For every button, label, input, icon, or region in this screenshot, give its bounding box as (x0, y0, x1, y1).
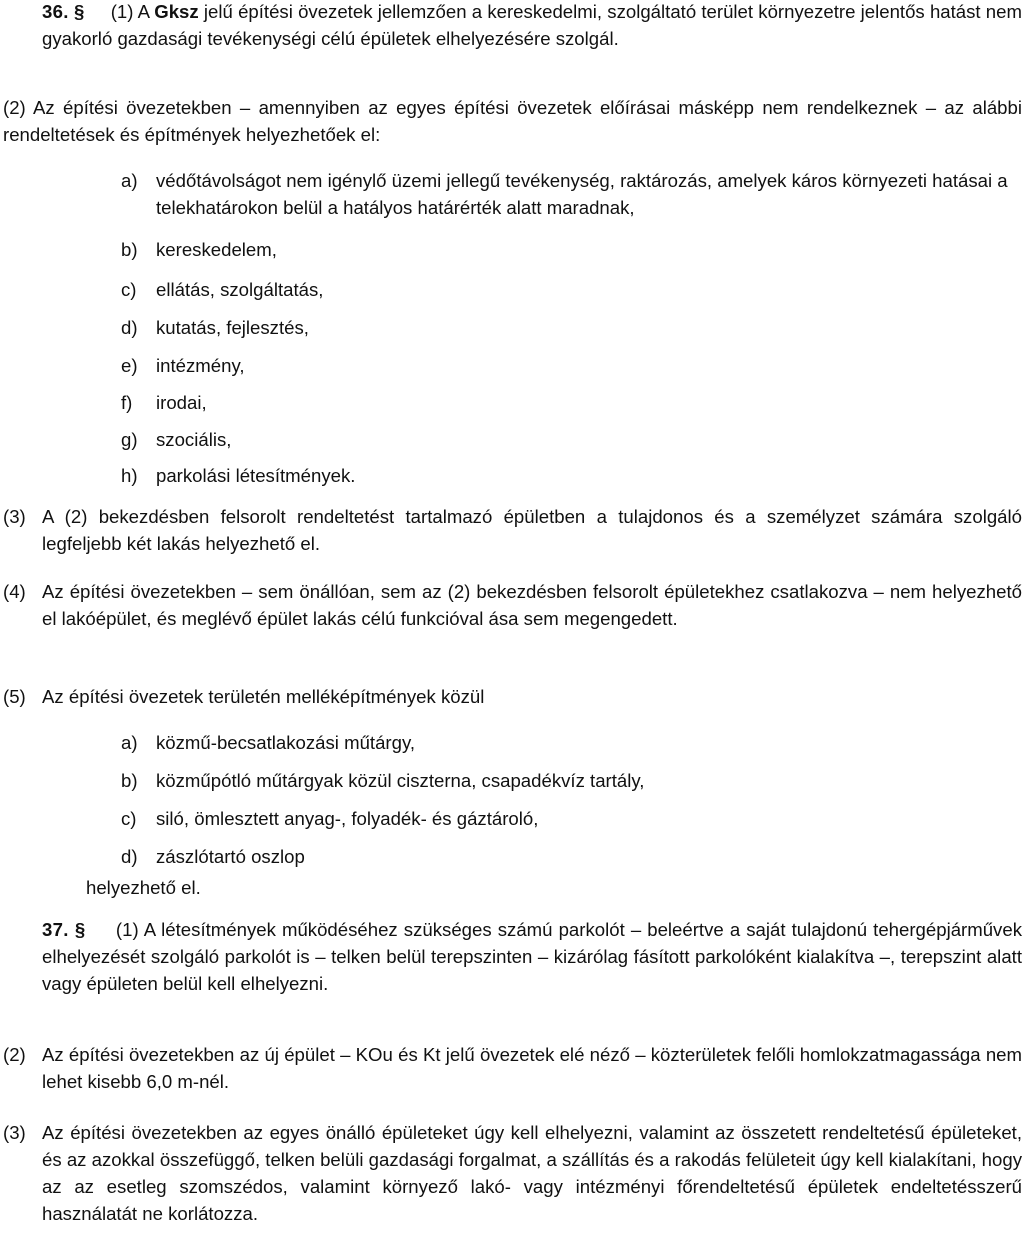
section-36-paragraph-2 (3, 94, 1022, 148)
zone-code: Gksz (154, 1, 199, 22)
list-item-text: parkolási létesítmények. (156, 465, 356, 486)
section-36-paragraph-3 (3, 503, 1022, 557)
list-item-text: kutatás, fejlesztés, (156, 317, 309, 338)
list-item-label: b) (121, 239, 138, 260)
list-item-text: védőtávolságot nem igénylő üzemi jellegű tevékenység, raktározás, amelyek káros környezeti hatásai a telekhatárokon belül a hatályos határérték alatt maradnak, (156, 170, 1008, 218)
section-37-paragraph-1 (42, 916, 1022, 997)
paragraph-text: jelű építési övezetek jellemzően a kereskedelmi, szolgáltató terület környezetre jelentős hatást nem gyakorló gazdasági tevékenységi célú épületek elhelyezésére szolgál. (42, 1, 1022, 49)
list-item-label: g) (121, 429, 138, 450)
list-item-label: h) (121, 465, 138, 486)
list-item-text: irodai, (156, 392, 207, 413)
section-number: 36. (42, 1, 69, 22)
list-item-label: c) (121, 279, 137, 300)
section-37-paragraph-2 (3, 1041, 1022, 1095)
section-37-paragraph-3 (3, 1119, 1022, 1227)
list-item-text: ellátás, szolgáltatás, (156, 279, 324, 300)
list-item-label: b) (121, 770, 138, 791)
paragraph-text: (1) A létesítmények működéséhez szükséges számú parkolót – beleértve a saját tulajdonú tehergépjárművek elhelyezését szolgáló parkolót is – telken belül terepszinten – kizárólag fásított parkolóként kialakítva –, terepszint alatt vagy épületen belül kell elhelyezni. (42, 919, 1022, 994)
list-item-label: a) (121, 732, 138, 753)
paragraph-number: (2) (3, 1044, 26, 1065)
paragraph-number: (5) (3, 686, 26, 707)
list-item (121, 167, 1022, 221)
list-item-text: zászlótartó oszlop (156, 846, 305, 867)
paragraph-text: A (2) bekezdésben felsorolt rendeltetést tartalmazó épületben a tulajdonos és a személyzet számára szolgáló legfeljebb két lakás helyezhető el. (42, 506, 1022, 554)
paragraph-lead: (1) A (110, 1, 150, 22)
paragraph-text: Az építési övezetek területén melléképítmények közül (42, 686, 485, 707)
list-item-text: siló, ömlesztett anyag-, folyadék- és gáztároló, (156, 808, 539, 829)
list-item (121, 314, 1022, 341)
list-item (121, 767, 1022, 794)
list-item-text: kereskedelem, (156, 239, 277, 260)
paragraph-text: Az építési övezetekben az egyes önálló épületeket úgy kell elhelyezni, valamint az összetett rendeltetésű épületeket, és az azokkal összefüggő, telken belüli gazdasági forgalmat, a szállítás és a rakodás felületeit úgy kell kialakítani, hogy az az esetleg szomszédos, valamint környező lakó- vagy intézményi főrendeltetésű épületek endeltetésszerű használatát ne korlátozza. (42, 1122, 1022, 1224)
paragraph-text: Az építési övezetekben – sem önállóan, sem az (2) bekezdésben felsorolt épületekhez csatlakozva – nem helyezhető el lakóépület, és meglévő épület lakás célú funkcióval ása sem megengedett. (42, 581, 1022, 629)
list-item (121, 729, 1022, 756)
list-item (121, 236, 1022, 263)
section-sign: § (74, 919, 86, 940)
section-36-paragraph-1 (42, 0, 1022, 52)
list-item-label: a) (121, 170, 138, 191)
paragraph-text: helyezhető el. (86, 877, 201, 898)
paragraph-number: (3) (3, 1122, 26, 1143)
section-sign: § (73, 1, 85, 22)
list-item-text: közműpótló műtárgyak közül ciszterna, csapadékvíz tartály, (156, 770, 645, 791)
list-item-label: c) (121, 808, 137, 829)
section-36-paragraph-5 (3, 683, 1022, 710)
paragraph-text: (2) Az építési övezetekben – amennyiben az egyes építési övezetek előírásai másképp nem rendelkeznek – az alábbi rendeltetések és építmények helyezhetőek el: (3, 97, 1022, 145)
paragraph-text: Az építési övezetekben az új épület – KOu és Kt jelű övezetek elé néző – közterületek felőli homlokzatmagassága nem lehet kisebb 6,0 m-nél. (42, 1044, 1022, 1092)
list-item-label: f) (121, 392, 133, 413)
section-36-paragraph-4 (3, 578, 1022, 632)
list-item-text: intézmény, (156, 355, 245, 376)
list-item (121, 352, 1022, 379)
list-item-label: d) (121, 846, 138, 867)
list-item (121, 426, 1022, 453)
list-item-label: d) (121, 317, 138, 338)
list-item (121, 462, 1022, 489)
list-item (121, 805, 1022, 832)
list-item (121, 843, 1022, 870)
list-item-label: e) (121, 355, 138, 376)
list-item-text: szociális, (156, 429, 232, 450)
paragraph-number: (3) (3, 506, 26, 527)
section-36-paragraph-5-tail (86, 874, 1022, 901)
list-item (121, 276, 1022, 303)
list-item-text: közmű-becsatlakozási műtárgy, (156, 732, 416, 753)
paragraph-number: (4) (3, 581, 26, 602)
list-item (121, 389, 1022, 416)
section-number: 37. (42, 919, 69, 940)
